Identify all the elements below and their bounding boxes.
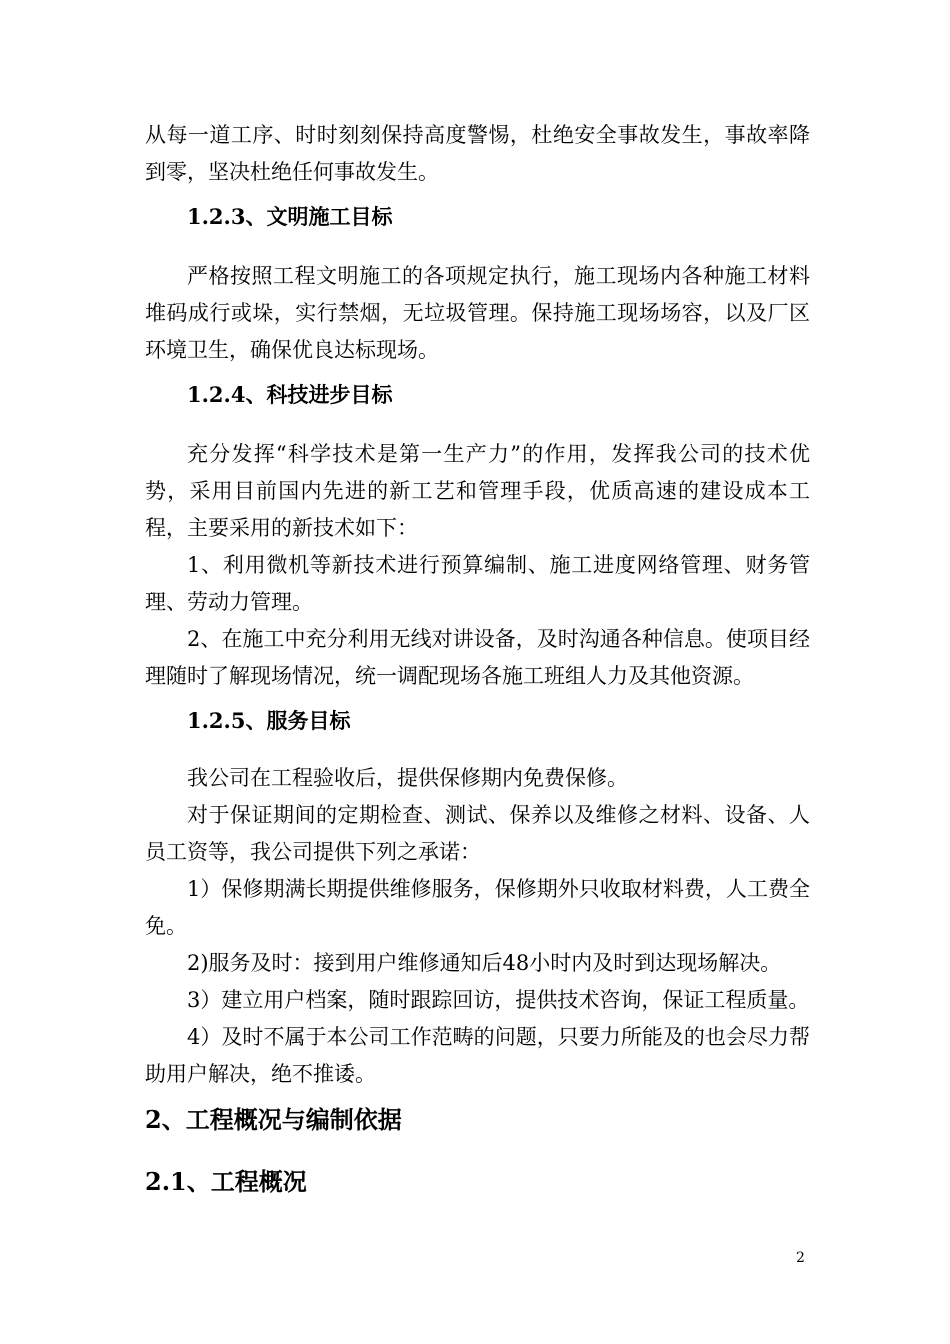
paragraph-safety-continued: 从每一道工序、时时刻刻保持高度警惕，杜绝安全事故发生，事故率降到零，坚决杜绝任何事故发生。 (145, 123, 810, 184)
paragraph-service-1: 我公司在工程验收后，提供保修期内免费保修。 (187, 766, 628, 790)
service-item-1: 1）保修期满长期提供维修服务，保修期外只收取材料费，人工费全免。 (145, 877, 810, 938)
tech-item-2: 2、在施工中充分利用无线对讲设备，及时沟通各种信息。使项目经理随时了解现场情况，统一调配现场各施工班组人力及其他资源。 (145, 627, 810, 688)
heading-2: 2、工程概况与编制依据 (145, 1105, 402, 1134)
service-item-4: 4）及时不属于本公司工作范畴的问题，只要力所能及的也会尽力帮助用户解决，绝不推诿。 (145, 1025, 810, 1086)
heading-2-1: 2.1、工程概况 (145, 1167, 307, 1196)
heading-1-2-3: 1.2.3、文明施工目标 (187, 204, 393, 229)
page-number: 2 (796, 1250, 805, 1266)
service-item-3: 3）建立用户档案，随时跟踪回访，提供技术咨询，保证工程质量。 (187, 988, 810, 1012)
heading-1-2-4: 1.2.4、科技进步目标 (187, 382, 393, 407)
tech-item-1: 1、利用微机等新技术进行预算编制、施工进度网络管理、财务管理、劳动力管理。 (145, 553, 810, 614)
paragraph-service-2: 对于保证期间的定期检查、测试、保养以及维修之材料、设备、人员工资等，我公司提供下列之承诺： (145, 803, 810, 864)
service-item-2: 2)服务及时：接到用户维修通知后48小时内及时到达现场解决。 (187, 951, 782, 975)
paragraph-civil-construction: 严格按照工程文明施工的各项规定执行，施工现场内各种施工材料堆码成行或垛，实行禁烟，无垃圾管理。保持施工现场场容，以及厂区环境卫生，确保优良达标现场。 (145, 264, 810, 362)
heading-1-2-5: 1.2.5、服务目标 (187, 708, 351, 733)
paragraph-tech-progress: 充分发挥“科学技术是第一生产力”的作用，发挥我公司的技术优势，采用目前国内先进的新工艺和管理手段，优质高速的建设成本工程，主要采用的新技术如下： (145, 442, 810, 540)
